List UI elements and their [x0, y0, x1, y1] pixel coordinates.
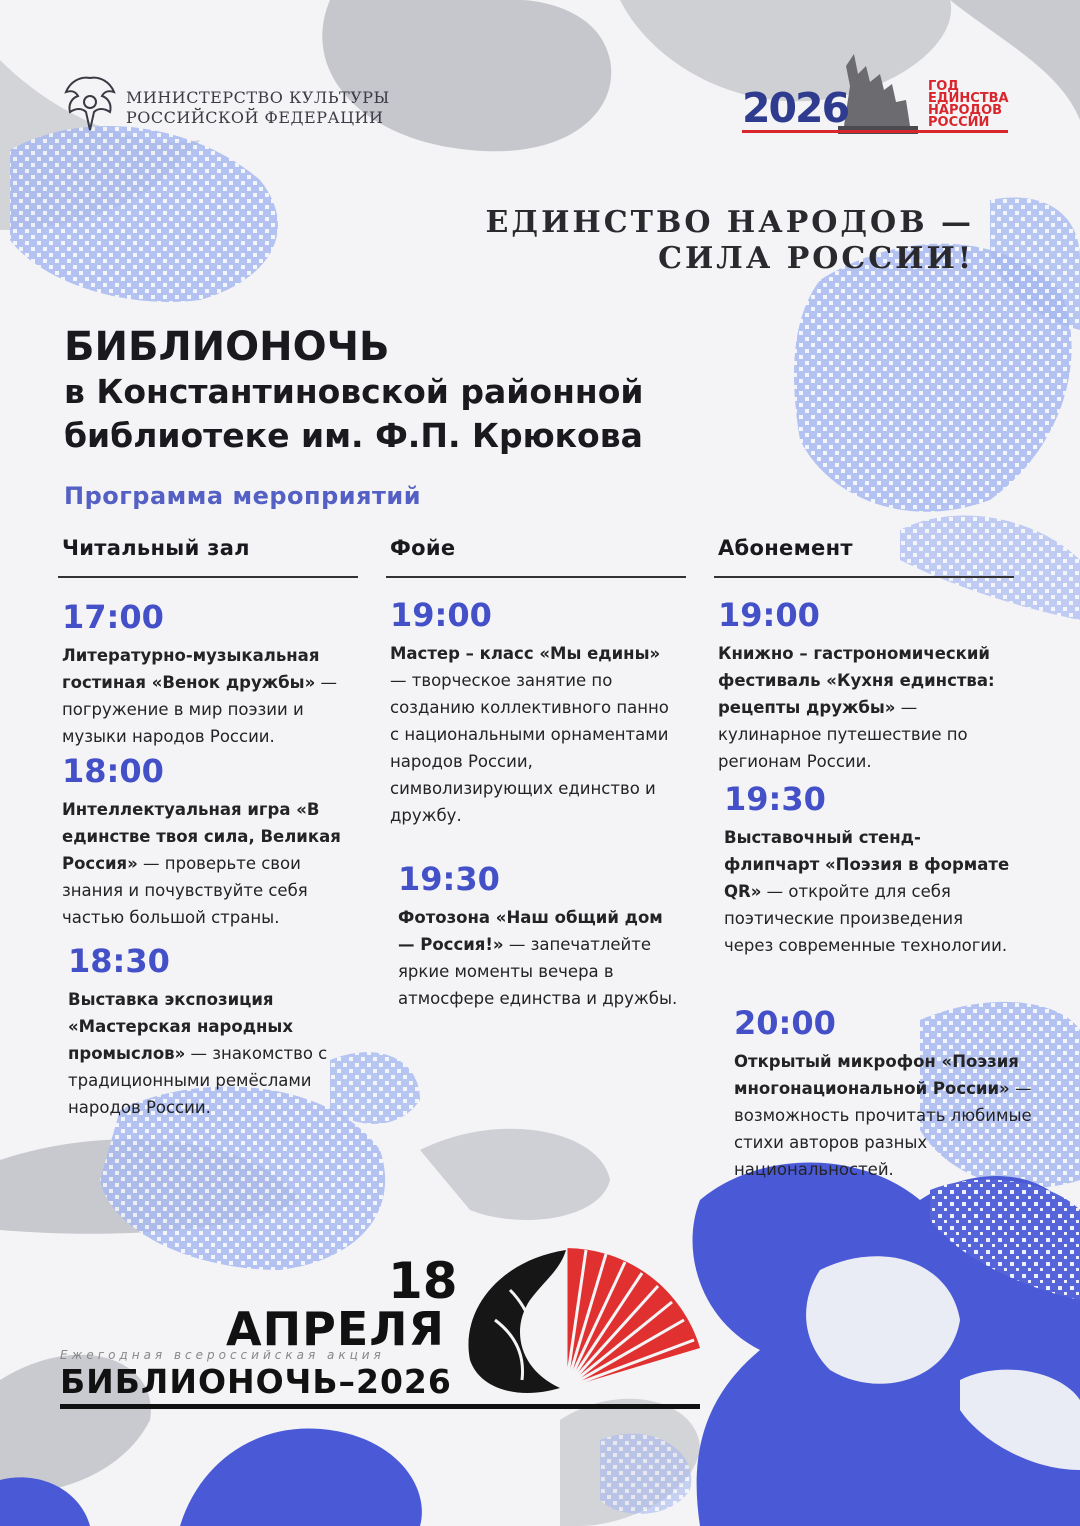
event-title: Открытый микрофон «Поэзия многонациональной России»	[734, 1052, 1019, 1098]
slogan-line-1: ЕДИНСТВО НАРОДОВ —	[485, 205, 974, 240]
ministry-line-2: РОССИЙСКОЙ ФЕДЕРАЦИИ	[126, 108, 384, 127]
event-time: 18:30	[68, 942, 170, 980]
event-time: 20:00	[734, 1004, 836, 1042]
event-title: Фотозона «Наш общий дом — Россия!»	[398, 908, 663, 954]
year-number: 2026	[742, 84, 849, 132]
title-line-2: в Константиновской районной	[64, 372, 644, 411]
event-text	[68, 986, 368, 1121]
year-of-unity-logo	[742, 40, 1032, 140]
footer-subtitle: Ежегодная всероссийская акция	[60, 1348, 385, 1362]
event-time: 19:30	[724, 780, 826, 818]
footer-divider	[60, 1404, 700, 1409]
event-text	[724, 824, 1014, 959]
footer-event-name: БИБЛИОНОЧЬ–2026	[60, 1362, 452, 1401]
column-foyer	[386, 536, 686, 592]
column-heading: Абонемент	[718, 536, 853, 560]
event-item	[68, 942, 368, 1121]
slogan	[486, 205, 974, 277]
event-item	[390, 596, 680, 829]
program-label: Программа мероприятий	[64, 482, 422, 510]
event-text	[390, 640, 680, 829]
fan-icon	[566, 1248, 700, 1388]
event-desc: — откройте для себя поэтические произведения через современные технологии.	[724, 882, 1008, 955]
event-title: Интеллектуальная игра «В единстве твоя сила, Великая Россия»	[62, 800, 341, 873]
event-desc: — проверьте свои знания и почувствуйте себя частью большой страны.	[62, 854, 308, 927]
event-text	[62, 642, 362, 750]
event-text	[734, 1048, 1054, 1183]
event-item	[62, 752, 362, 931]
year-caption	[928, 81, 1009, 129]
event-item	[62, 598, 362, 750]
year-caption-line: РОССИИ	[928, 115, 990, 130]
event-time: 17:00	[62, 598, 164, 636]
column-heading: Фойе	[390, 536, 456, 560]
footer-day: 18	[388, 1252, 458, 1310]
event-time: 18:00	[62, 752, 164, 790]
column-reading-room	[58, 536, 358, 592]
event-time: 19:00	[390, 596, 492, 634]
event-text	[718, 640, 1008, 775]
column-divider	[714, 576, 1014, 578]
event-title: Литературно-музыкальная гостиная «Венок дружбы»	[62, 646, 320, 692]
year-caption-line: НАРОДОВ	[928, 103, 1003, 118]
event-time: 19:00	[718, 596, 820, 634]
event-desc: — знакомство с традиционными ремёслами народов России.	[68, 1044, 328, 1117]
event-title: Выставочный стенд-флипчарт «Поэзия в формате QR»	[724, 828, 1010, 901]
logo-underline	[742, 130, 1008, 133]
page-title	[64, 324, 644, 458]
leaf-ornament-icon	[468, 1250, 566, 1393]
column-divider	[386, 576, 686, 578]
event-item	[398, 860, 684, 1012]
title-line-1: БИБЛИОНОЧЬ	[64, 324, 390, 370]
event-text	[398, 904, 684, 1012]
event-text	[62, 796, 362, 931]
column-abonement	[714, 536, 1014, 592]
event-title: Выставка экспозиция «Мастерская народных промыслов»	[68, 990, 293, 1063]
event-title: Мастер – класс «Мы едины»	[390, 644, 661, 663]
event-desc: — творческое занятие по созданию коллективного панно с национальными орнаментами народов России, символизирующих единство и дружбу.	[390, 671, 669, 825]
ministry-name	[126, 88, 390, 128]
event-desc: — кулинарное путешествие по регионам России.	[718, 698, 968, 771]
event-desc: — запечатлейте яркие моменты вечера в атмосфере единства и дружбы.	[398, 935, 678, 1008]
event-item	[734, 1004, 1054, 1183]
event-title: Книжно – гастрономический фестиваль «Кухня единства: рецепты дружбы»	[718, 644, 995, 717]
year-caption-line: ЕДИНСТВА	[928, 91, 1009, 106]
column-heading: Читальный зал	[62, 536, 250, 560]
event-item	[724, 780, 1014, 959]
event-desc: — возможность прочитать любимые стихи авторов разных национальностей.	[734, 1079, 1032, 1179]
title-line-3: библиотеке им. Ф.П. Крюкова	[64, 416, 643, 455]
column-divider	[58, 576, 358, 578]
event-desc: — погружение в мир поэзии и музыки народов России.	[62, 673, 338, 746]
slogan-line-2: СИЛА РОССИИ!	[658, 241, 974, 276]
footer-month: АПРЕЛЯ	[226, 1302, 445, 1356]
event-time: 19:30	[398, 860, 500, 898]
event-item	[718, 596, 1008, 775]
ministry-line-1: МИНИСТЕРСТВО КУЛЬТУРЫ	[126, 88, 390, 107]
year-caption-line: ГОД	[928, 79, 959, 94]
